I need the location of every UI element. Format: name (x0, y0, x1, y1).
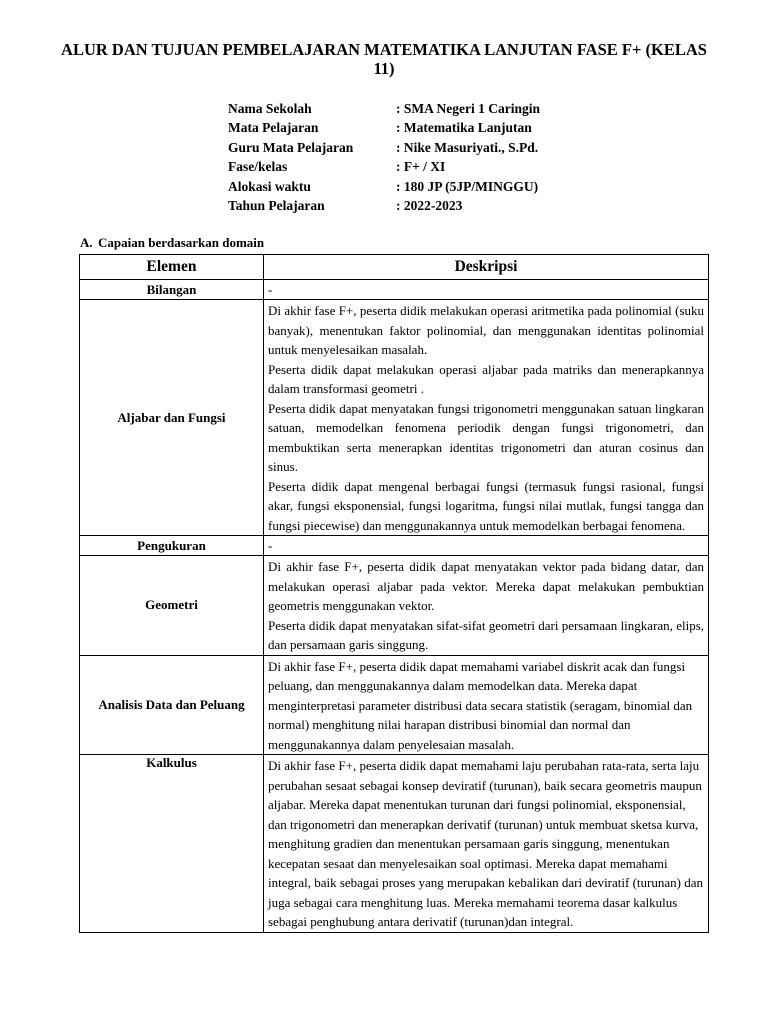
column-header-elemen: Elemen (80, 255, 264, 280)
elemen-cell: Geometri (80, 556, 264, 656)
deskripsi-paragraph: Di akhir fase F+, peserta didik melakukan operasi aritmetika pada polinomial (suku banyak), menentukan faktor polinomial, dan menggunakan identitas polinomial untuk menyelesaikan masalah. (268, 303, 704, 357)
info-row-phase (228, 157, 540, 176)
info-value: : Matematika Lanjutan (396, 120, 532, 136)
info-value: : Nike Masuriyati., S.Pd. (396, 139, 539, 155)
table-row (80, 536, 709, 556)
table-row (80, 280, 709, 300)
elemen-cell: Kalkulus (80, 755, 264, 933)
info-row-school (228, 99, 540, 118)
elemen-cell: Aljabar dan Fungsi (80, 300, 264, 536)
table-row (80, 556, 709, 656)
deskripsi-cell: - (264, 536, 709, 556)
deskripsi-paragraph: Peserta didik dapat melakukan operasi aljabar pada matriks dan menerapkannya dalam transformasi geometri . (268, 361, 704, 396)
info-label: Mata Pelajaran (228, 120, 319, 136)
deskripsi-cell (264, 755, 709, 933)
info-label: Tahun Pelajaran (228, 197, 325, 213)
table-header-row (80, 255, 709, 280)
deskripsi-paragraph: Peserta didik dapat menyatakan fungsi trigonometri menggunakan satuan lingkaran satuan, memodelkan fenomena periodik dengan fungsi trigonometri, dan membuktikan serta menerapkan identitas trigonometri dan aturan cosinus dan sinus. (268, 400, 704, 474)
info-value: : 180 JP (5JP/MINGGU) (396, 178, 539, 194)
document-title: ALUR DAN TUJUAN PEMBELAJARAN MATEMATIKA LANJUTAN FASE F+ (KELAS 11) (61, 40, 707, 78)
info-label: Fase/kelas (228, 159, 288, 175)
info-label: Guru Mata Pelajaran (228, 139, 354, 155)
deskripsi-cell (264, 300, 709, 536)
achievement-table (79, 254, 709, 933)
deskripsi-paragraph: Di akhir fase F+, peserta didik dapat menyatakan vektor pada bidang datar, dan melakukan operasi aljabar pada vektor. Mereka dapat melakukan pembuktian geometris menggunakan vektor. (268, 559, 704, 613)
column-header-deskripsi: Deskripsi (264, 255, 709, 280)
deskripsi-paragraph: Di akhir fase F+, peserta didik dapat memahami variabel diskrit acak dan fungsi peluang, dan menggunakannya dalam memodelkan data. Mereka dapat menginterpretasi parameter distribusi data secara statistik (seragam, binomial dan normal) menghitung nilai harapan distribusi binomial dan normal dan menggunakannya dalam penyelesaian masalah. (268, 658, 693, 752)
deskripsi-paragraph: Di akhir fase F+, peserta didik dapat memahami laju perubahan rata-rata, serta laju perubahan sesaat sebagai konsep deviratif (turunan), baik secara geometris maupun aljabar. Mereka dapat menentukan turunan dari fungsi polinomial, eksponensial, dan trigonometri dan menerapkan derivatif (turunan) untuk membuat sketsa kurva, menghitung gradien dan menentukan persamaan garis singgung, menentukan kecepatan sesaat dan menyelesaikan soal optimasi. Mereka dapat memahami integral, baik sebagai proses yang merupakan kebalikan dari deviratif (turunan) dan juga sebagai cara menghitung luas. Mereka memahami teorema dasar kalkulus sebagai penghubung antara derivatif (turunan)dan integral. (268, 758, 703, 929)
info-value: : 2022-2023 (396, 197, 463, 213)
elemen-cell: Pengukuran (80, 536, 264, 556)
table-row (80, 300, 709, 536)
deskripsi-cell: - (264, 280, 709, 300)
elemen-cell: Bilangan (80, 280, 264, 300)
section-heading (80, 235, 264, 251)
deskripsi-paragraph: Peserta didik dapat mengenal berbagai fungsi (termasuk fungsi rasional, fungsi akar, fungsi eksponensial, fungsi logaritma, fungsi nilai mutlak, fungsi tangga dan fungsi piecewise) dan menggunakannya untuk memodelkan berbagai fenomena. (268, 478, 704, 533)
section-letter: A. (80, 235, 93, 250)
info-row-subject (228, 118, 540, 137)
identity-block (228, 99, 540, 215)
deskripsi-cell (264, 556, 709, 656)
info-row-year (228, 196, 540, 215)
section-title: Capaian berdasarkan domain (98, 235, 265, 250)
table-row (80, 655, 709, 755)
info-value: : F+ / XI (396, 159, 446, 175)
deskripsi-paragraph: Peserta didik dapat menyatakan sifat-sifat geometri dari persamaan lingkaran, elips, dan persamaan garis singgung. (268, 617, 704, 652)
table-row (80, 755, 709, 933)
elemen-cell: Analisis Data dan Peluang (80, 655, 264, 755)
info-label: Nama Sekolah (228, 101, 312, 116)
info-row-teacher (228, 138, 540, 157)
info-value: : SMA Negeri 1 Caringin (396, 101, 540, 116)
deskripsi-cell (264, 655, 709, 755)
info-row-allocation (228, 177, 540, 196)
info-label: Alokasi waktu (228, 178, 311, 194)
